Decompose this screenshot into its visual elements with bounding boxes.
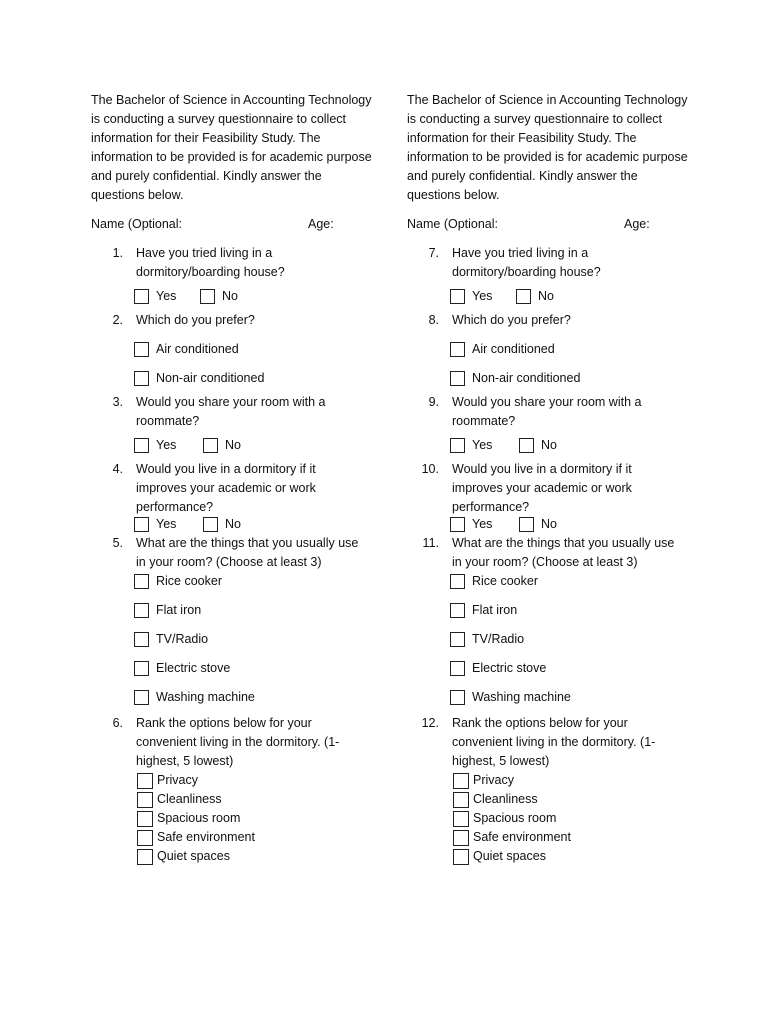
- option-label: No: [538, 289, 554, 303]
- question-text: Would you live in a dormitory if it improves your academic or work performance?: [452, 462, 632, 514]
- question-options: [450, 335, 707, 393]
- question-text: What are the things that you usually use in your room? (Choose at least 3): [136, 536, 359, 569]
- option-label: No: [225, 517, 241, 531]
- option-spacious-room[interactable]: [453, 809, 707, 828]
- option-label: Washing machine: [472, 690, 571, 704]
- question-10: [407, 460, 707, 534]
- option-non-air-conditioned[interactable]: [134, 364, 391, 393]
- question-options: [137, 771, 391, 866]
- checkbox[interactable]: [134, 517, 149, 532]
- question-options: [134, 282, 391, 311]
- question-12: [407, 714, 707, 866]
- question-options: [134, 515, 391, 534]
- question-number: 2.: [112, 313, 123, 327]
- question-1: [91, 244, 391, 311]
- option-label: Privacy: [473, 773, 514, 787]
- option-label: Flat iron: [156, 603, 202, 617]
- option-cleanliness[interactable]: [453, 790, 707, 809]
- question-number: 8.: [428, 313, 439, 327]
- checkbox[interactable]: [203, 517, 218, 532]
- checkbox[interactable]: [137, 811, 153, 827]
- intro-paragraph: The Bachelor of Science in Accounting Technology is conducting a survey questionnaire to collect information for their Feasibility Study. The information to be provided is for academic purpose and purely confidential. Kindly answer the questions below.: [91, 93, 372, 202]
- checkbox[interactable]: [137, 773, 153, 789]
- option-washing-machine[interactable]: [134, 683, 391, 712]
- question-6: [91, 714, 391, 866]
- checkbox[interactable]: [453, 811, 469, 827]
- option-label: Spacious room: [473, 811, 557, 825]
- option-label: TV/Radio: [472, 632, 525, 646]
- checkbox[interactable]: [519, 517, 534, 532]
- option-label: Washing machine: [156, 690, 255, 704]
- intro-paragraph: The Bachelor of Science in Accounting Technology is conducting a survey questionnaire to collect information for their Feasibility Study. The information to be provided is for academic purpose and purely confidential. Kindly answer the questions below.: [407, 93, 688, 202]
- checkbox[interactable]: [450, 632, 465, 647]
- option-quiet-spaces[interactable]: [137, 847, 391, 866]
- option-cleanliness[interactable]: [137, 790, 391, 809]
- checkbox[interactable]: [450, 603, 465, 618]
- option-label: Quiet spaces: [157, 849, 230, 863]
- question-text: What are the things that you usually use in your room? (Choose at least 3): [452, 536, 675, 569]
- option-air-conditioned[interactable]: [134, 335, 391, 364]
- question-11: [407, 534, 707, 712]
- checkbox[interactable]: [203, 438, 218, 453]
- question-text: Would you share your room with a roommate?: [136, 395, 326, 428]
- checkbox[interactable]: [134, 690, 149, 705]
- checkbox[interactable]: [450, 517, 465, 532]
- option-label: No: [222, 289, 238, 303]
- option-privacy[interactable]: [137, 771, 391, 790]
- checkbox[interactable]: [134, 574, 149, 589]
- option-flat-iron[interactable]: [134, 596, 391, 625]
- option-label: Cleanliness: [473, 792, 538, 806]
- name-label: Name (Optional:: [91, 217, 183, 231]
- option-label: Privacy: [157, 773, 198, 787]
- checkbox[interactable]: [453, 830, 469, 846]
- option-yes[interactable]: [450, 515, 492, 534]
- option-quiet-spaces[interactable]: [453, 847, 707, 866]
- option-label: Yes: [156, 438, 177, 452]
- option-label: Air conditioned: [156, 342, 239, 356]
- option-air-conditioned[interactable]: [450, 335, 707, 364]
- checkbox[interactable]: [453, 849, 469, 865]
- question-5: [91, 534, 391, 712]
- option-label: Yes: [156, 289, 177, 303]
- question-number: 7.: [428, 246, 439, 260]
- name-label: Name (Optional:: [407, 217, 499, 231]
- checkbox[interactable]: [450, 661, 465, 676]
- option-yes[interactable]: [134, 287, 176, 306]
- option-label: Safe environment: [157, 830, 255, 844]
- question-number: 4.: [112, 462, 123, 476]
- checkbox[interactable]: [137, 830, 153, 846]
- question-number: 11.: [422, 536, 439, 550]
- checkbox[interactable]: [450, 289, 465, 304]
- question-text: Rank the options below for your convenient living in the dormitory. (1-highest, 5 lowest): [452, 716, 656, 768]
- age-label: Age:: [308, 217, 334, 231]
- question-9: [407, 393, 707, 460]
- checkbox[interactable]: [453, 773, 469, 789]
- question-options: [134, 567, 391, 712]
- option-washing-machine[interactable]: [450, 683, 707, 712]
- option-label: No: [541, 438, 557, 452]
- question-text: Which do you prefer?: [136, 313, 255, 327]
- option-label: Air conditioned: [472, 342, 555, 356]
- checkbox[interactable]: [200, 289, 215, 304]
- question-text: Have you tried living in a dormitory/boarding house?: [452, 246, 601, 279]
- option-electric-stove[interactable]: [450, 654, 707, 683]
- checkbox[interactable]: [134, 371, 149, 386]
- option-electric-stove[interactable]: [134, 654, 391, 683]
- question-text: Which do you prefer?: [452, 313, 571, 327]
- option-spacious-room[interactable]: [137, 809, 391, 828]
- age-label: Age:: [624, 217, 650, 231]
- option-label: Flat iron: [472, 603, 518, 617]
- checkbox[interactable]: [453, 792, 469, 808]
- option-label: Rice cooker: [156, 574, 222, 588]
- question-options: [450, 282, 707, 311]
- survey-column-right: [407, 91, 707, 866]
- checkbox[interactable]: [134, 603, 149, 618]
- checkbox[interactable]: [450, 690, 465, 705]
- question-4: [91, 460, 391, 534]
- option-label: Yes: [472, 438, 493, 452]
- checkbox[interactable]: [134, 438, 149, 453]
- option-label: Yes: [472, 289, 493, 303]
- option-tv-radio[interactable]: [450, 625, 707, 654]
- checkbox[interactable]: [134, 661, 149, 676]
- question-options: [453, 771, 707, 866]
- checkbox[interactable]: [134, 342, 149, 357]
- question-text: Would you share your room with a roommate?: [452, 395, 642, 428]
- question-options: [134, 431, 391, 460]
- question-number: 10.: [421, 462, 439, 476]
- checkbox[interactable]: [137, 849, 153, 865]
- checkbox[interactable]: [134, 632, 149, 647]
- question-number: 9.: [428, 395, 439, 409]
- option-no[interactable]: [519, 515, 557, 534]
- option-yes[interactable]: [450, 287, 492, 306]
- option-label: TV/Radio: [156, 632, 209, 646]
- option-label: Spacious room: [157, 811, 241, 825]
- option-label: No: [225, 438, 241, 452]
- option-non-air-conditioned[interactable]: [450, 364, 707, 393]
- option-yes[interactable]: [134, 515, 176, 534]
- option-no[interactable]: [519, 436, 557, 455]
- question-options: [134, 335, 391, 393]
- survey-column-left: [91, 91, 391, 866]
- option-no[interactable]: [203, 436, 241, 455]
- option-no[interactable]: [203, 515, 241, 534]
- question-number: 6.: [112, 716, 123, 730]
- option-no[interactable]: [516, 287, 554, 306]
- option-yes[interactable]: [450, 436, 492, 455]
- option-label: Electric stove: [472, 661, 547, 675]
- checkbox[interactable]: [516, 289, 531, 304]
- checkbox[interactable]: [450, 371, 465, 386]
- option-label: Safe environment: [473, 830, 571, 844]
- option-no[interactable]: [200, 287, 238, 306]
- option-label: Electric stove: [156, 661, 231, 675]
- checkbox[interactable]: [137, 792, 153, 808]
- question-2: [91, 311, 391, 393]
- option-label: Quiet spaces: [473, 849, 546, 863]
- checkbox[interactable]: [450, 342, 465, 357]
- option-label: Yes: [472, 517, 493, 531]
- question-number: 5.: [112, 536, 123, 550]
- question-text: Have you tried living in a dormitory/boarding house?: [136, 246, 285, 279]
- option-safe-environment[interactable]: [137, 828, 391, 847]
- option-tv-radio[interactable]: [134, 625, 391, 654]
- question-options: [450, 515, 707, 534]
- question-number: 12.: [421, 716, 439, 730]
- option-flat-iron[interactable]: [450, 596, 707, 625]
- checkbox[interactable]: [519, 438, 534, 453]
- question-8: [407, 311, 707, 393]
- question-number: 3.: [112, 395, 123, 409]
- option-label: Non-air conditioned: [472, 371, 581, 385]
- option-label: Cleanliness: [157, 792, 222, 806]
- checkbox[interactable]: [450, 438, 465, 453]
- name-age-row: [407, 215, 707, 234]
- question-options: [450, 567, 707, 712]
- option-label: Rice cooker: [472, 574, 538, 588]
- checkbox[interactable]: [450, 574, 465, 589]
- option-yes[interactable]: [134, 436, 176, 455]
- question-text: Would you live in a dormitory if it improves your academic or work performance?: [136, 462, 316, 514]
- option-label: Non-air conditioned: [156, 371, 265, 385]
- checkbox[interactable]: [134, 289, 149, 304]
- question-options: [450, 431, 707, 460]
- option-label: Yes: [156, 517, 177, 531]
- question-3: [91, 393, 391, 460]
- option-privacy[interactable]: [453, 771, 707, 790]
- question-7: [407, 244, 707, 311]
- option-safe-environment[interactable]: [453, 828, 707, 847]
- question-text: Rank the options below for your convenient living in the dormitory. (1-highest, 5 lowest): [136, 716, 340, 768]
- question-number: 1.: [112, 246, 123, 260]
- name-age-row: [91, 215, 391, 234]
- option-label: No: [541, 517, 557, 531]
